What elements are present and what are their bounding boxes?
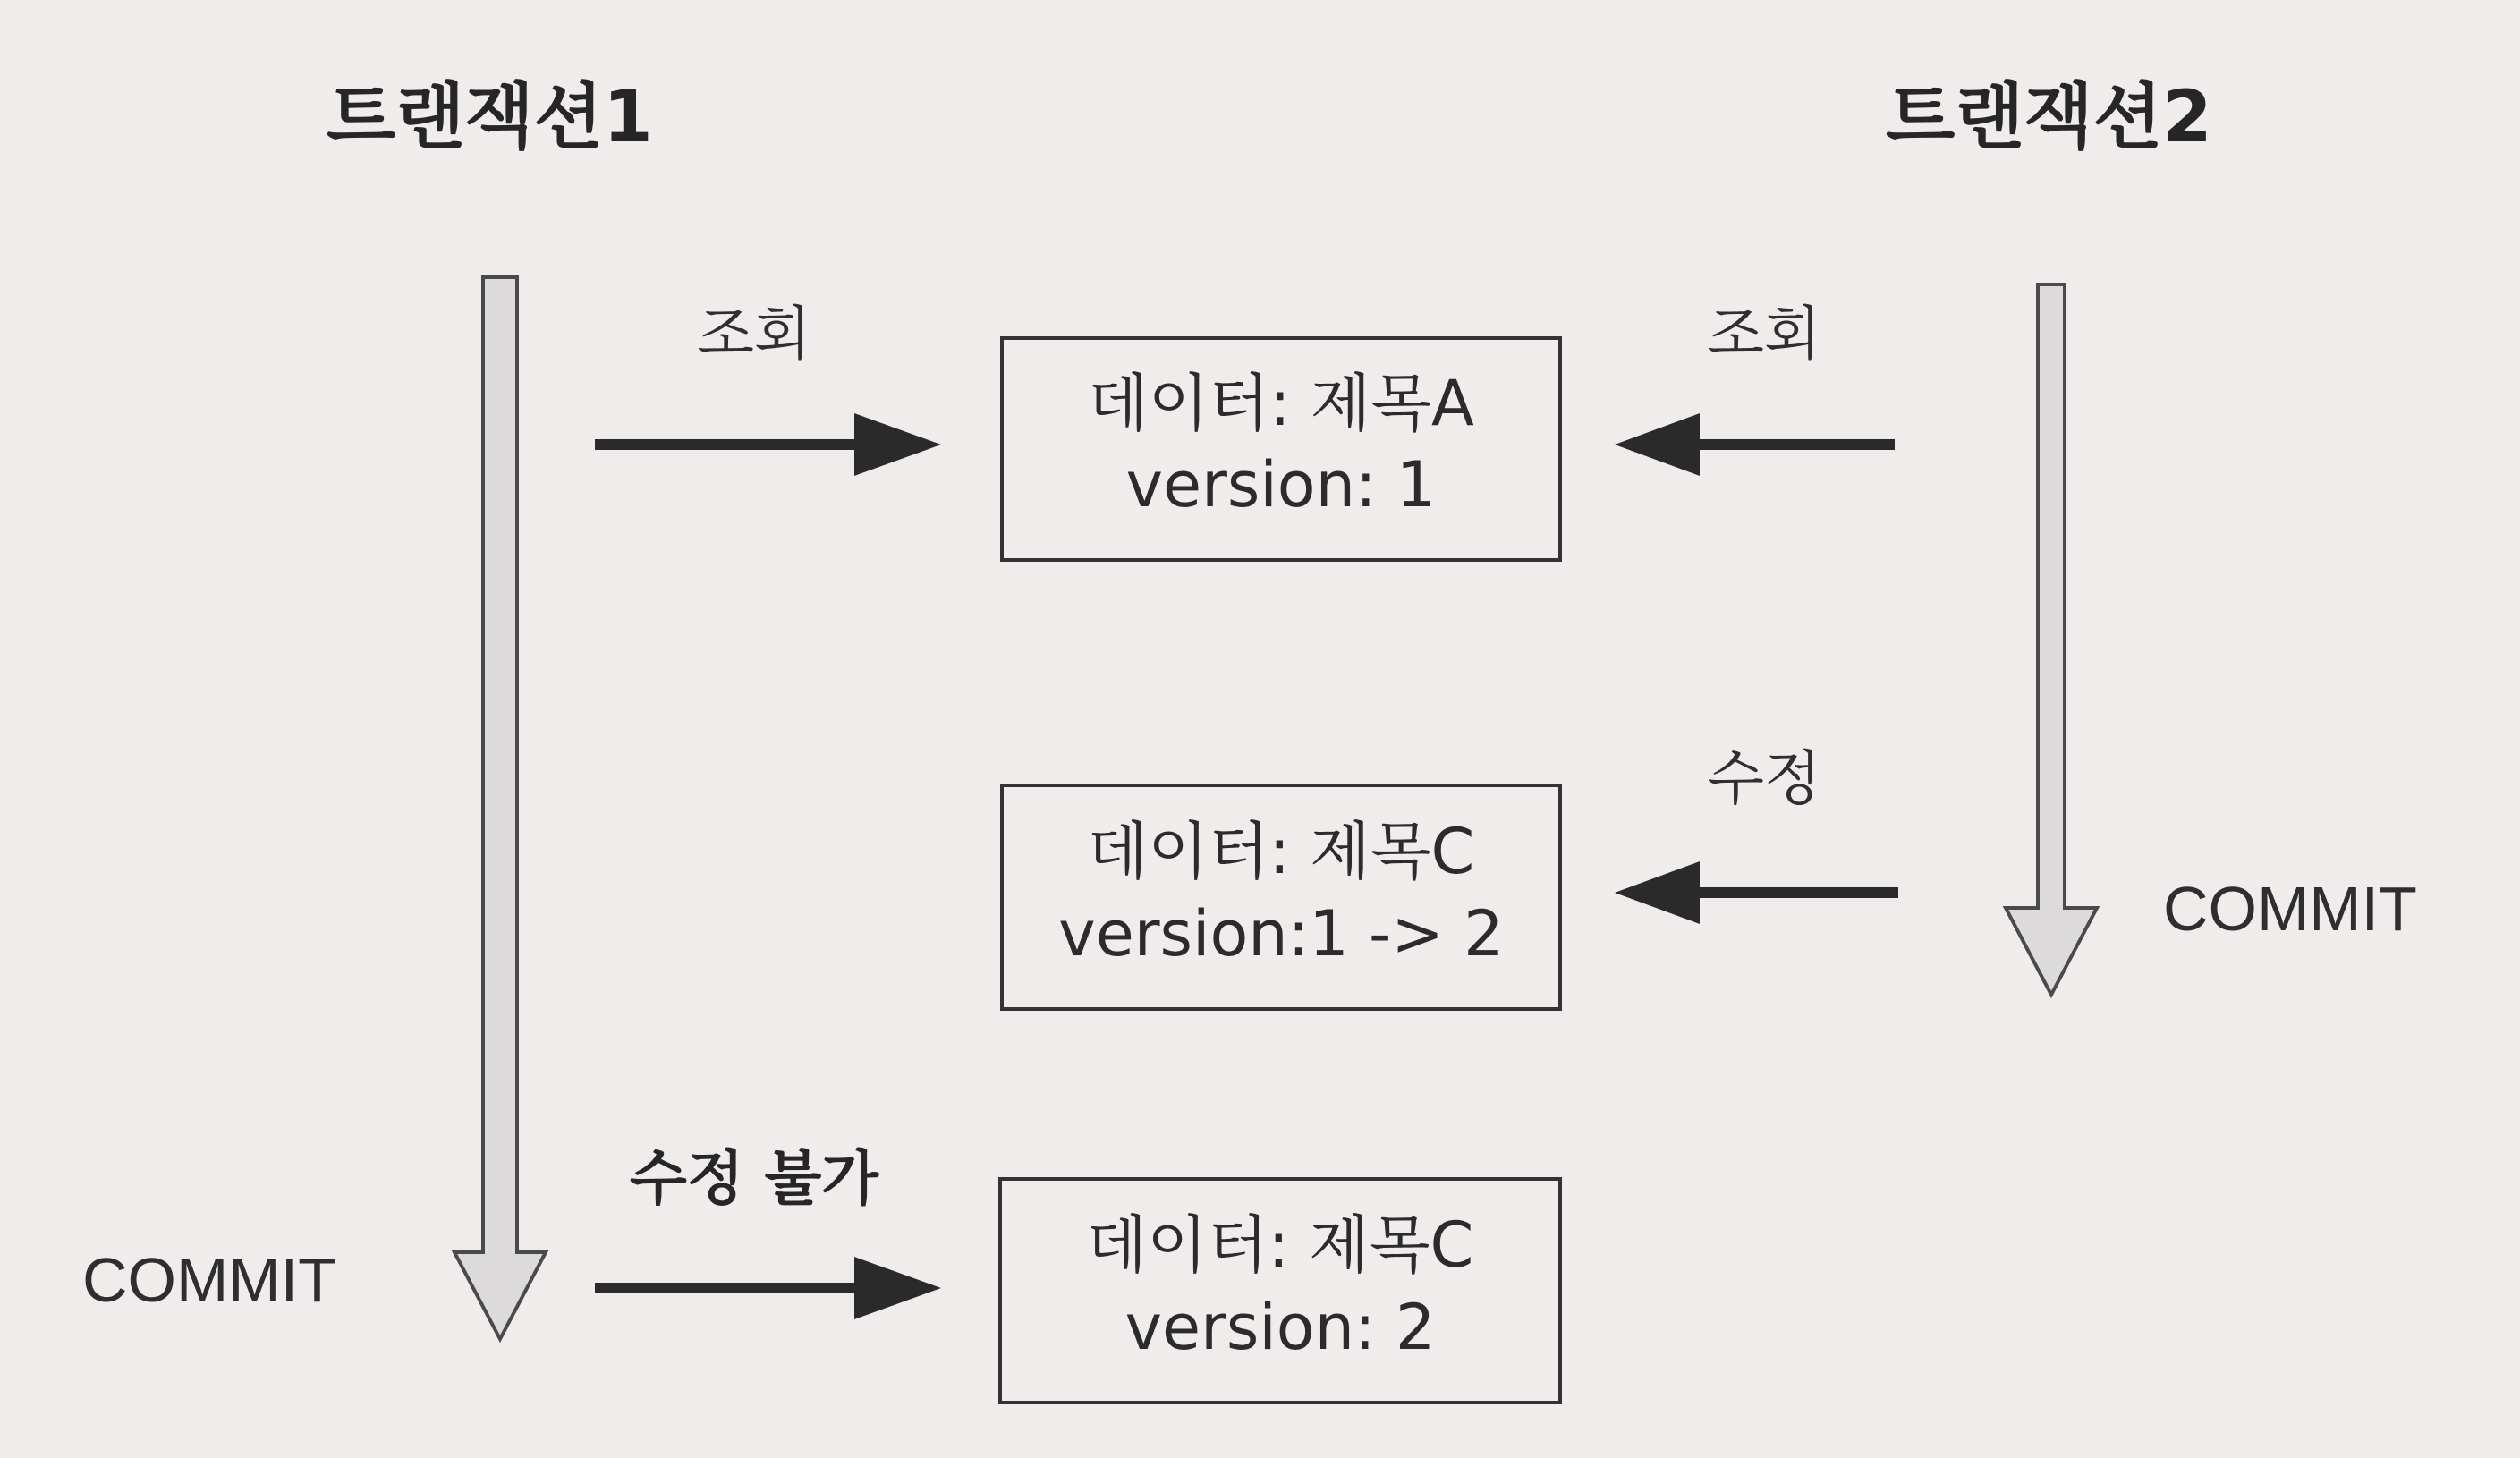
t2-commit-label: COMMIT: [2163, 874, 2417, 944]
t2-read-label: 조회: [1707, 300, 1821, 369]
t1-update-fail-arrowhead: [854, 1257, 941, 1319]
transaction2-title: 트랜잭션2: [1886, 75, 2212, 158]
t2-update-arrow: [1615, 861, 1898, 924]
t1-read-arrowhead: [854, 413, 941, 476]
data-box-2: [1002, 785, 1560, 1009]
t2-update-arrowhead: [1615, 861, 1700, 924]
t1-commit-label: COMMIT: [82, 1245, 336, 1315]
t2-read-arrowhead: [1615, 413, 1700, 476]
t1-read-label: 조회: [697, 300, 811, 369]
data-box-1-version: version: 1: [1125, 448, 1437, 521]
transaction1-timeline: [454, 277, 546, 1339]
t1-read-arrow: [595, 413, 941, 476]
data-box-2-version: version:1 -> 2: [1058, 897, 1504, 971]
t2-update-label: 수정: [1707, 744, 1821, 813]
data-box-3-data: 데이터: 제목C: [1086, 1208, 1474, 1282]
data-box-3-version: version: 2: [1124, 1291, 1436, 1364]
t2-read-arrow: [1615, 413, 1895, 476]
data-box-1-data: 데이터: 제목A: [1088, 367, 1474, 440]
data-box-2-data: 데이터: 제목C: [1087, 815, 1475, 888]
data-box-3: [1000, 1179, 1560, 1403]
t1-update-fail-arrow: [595, 1257, 941, 1319]
transaction2-timeline: [2006, 284, 2097, 995]
transaction1-title: 트랜잭션1: [327, 75, 653, 158]
data-box-1: [1002, 338, 1560, 560]
t1-update-fail-label: 수정 불가: [629, 1144, 879, 1213]
